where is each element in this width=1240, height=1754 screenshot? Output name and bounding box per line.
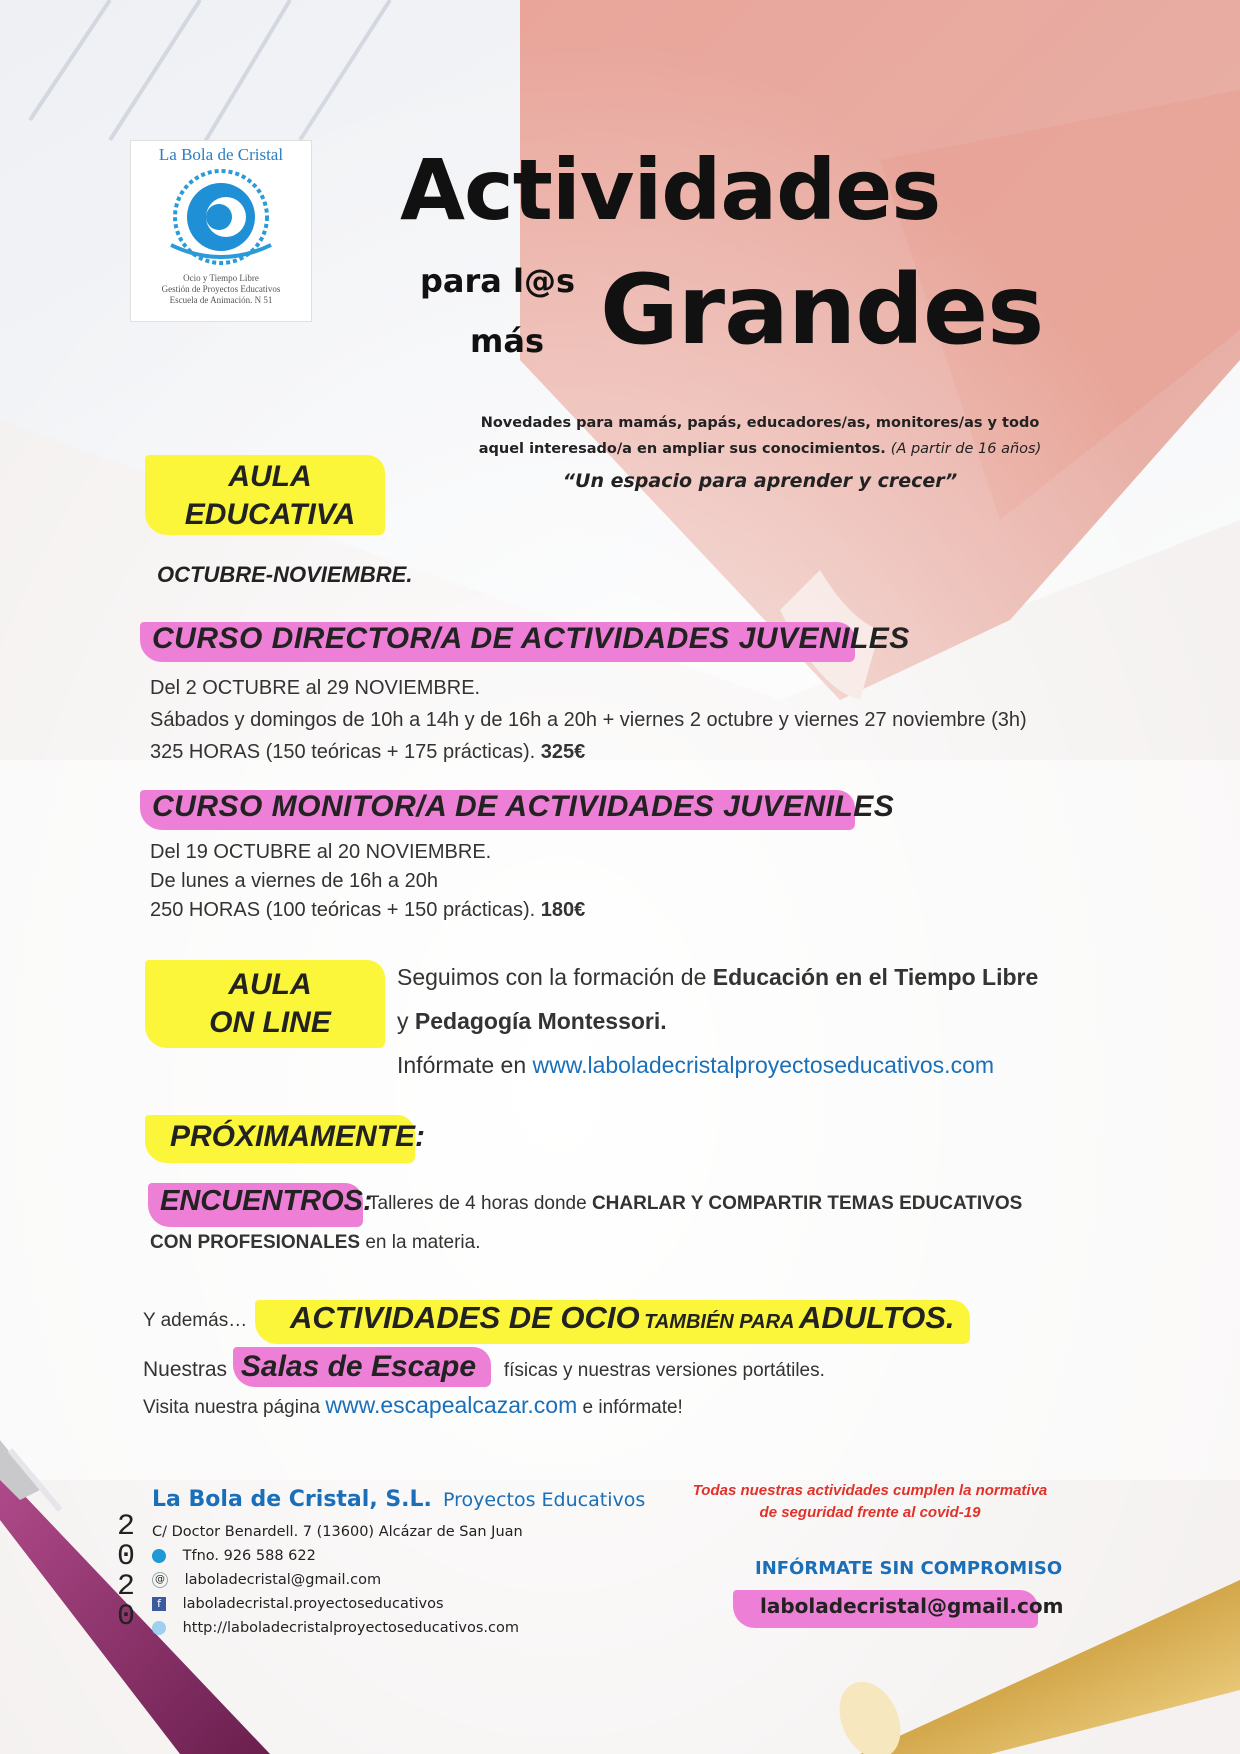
encuentros-text-line2	[150, 1232, 480, 1254]
aula-online-line-c	[397, 1043, 1038, 1087]
aula-online-text-2b: Pedagogía Montessori.	[414, 1008, 667, 1034]
footer-web-row	[152, 1616, 523, 1640]
course-monitor-title: CURSO MONITOR/A DE ACTIVIDADES JUVENILES	[152, 790, 895, 823]
encuentros-text	[368, 1193, 1068, 1215]
logo-line1: Ocio y Tiempo Libre	[183, 273, 259, 283]
crystal-ball-icon	[131, 165, 311, 269]
encuentros-text-b: CHARLAR Y COMPARTIR TEMAS EDUCATIVOS	[591, 1193, 1023, 1214]
encuentros-text-a: Talleres de 4 horas donde	[368, 1193, 587, 1214]
logo-line3: Escuela de Animación. N 51	[169, 295, 273, 305]
cta-label: INFÓRMATE SIN COMPROMISO	[755, 1558, 1063, 1579]
footer-year: 2020	[117, 1510, 136, 1634]
intro-line1: Novedades para mamás, papás, educadores/as, monitores/as y todo	[480, 415, 1040, 431]
aula-online-text-3a: Infórmate en	[397, 1052, 527, 1078]
aula-educativa-label	[150, 458, 390, 534]
period: OCTUBRE-NOVIEMBRE.	[157, 562, 413, 587]
covid-note	[670, 1480, 1070, 1524]
logo	[130, 140, 312, 322]
website-link[interactable]: www.laboladecristalproyectoseducativos.com	[532, 1052, 995, 1078]
footer-email[interactable]: laboladecristal@gmail.com	[184, 1572, 382, 1588]
subtitle-mas: más	[470, 322, 544, 360]
footer-phone: Tfno. 926 588 622	[182, 1548, 316, 1564]
encuentros-text-d: en la materia.	[365, 1232, 481, 1253]
ademas-text-c: ADULTOS	[798, 1300, 946, 1335]
facebook-icon: f	[152, 1597, 166, 1611]
course-director-dates: Del 2 OCTUBRE al 29 NOVIEMBRE.	[150, 677, 481, 699]
course-monitor-price: 180€	[540, 899, 586, 921]
aula-online-text-1b: Educación en el Tiempo Libre	[712, 964, 1039, 990]
visit-lead: Visita nuestra página	[143, 1397, 321, 1418]
page-title-2: Grandes	[600, 254, 1044, 366]
escape-tail: físicas y nuestras versiones portátiles.	[503, 1360, 825, 1381]
course-monitor-hours: 250 HORAS (100 teóricas + 150 prácticas).	[150, 899, 536, 921]
course-monitor-details	[150, 838, 585, 925]
course-monitor-schedule: De lunes a viernes de 16h a 20h	[150, 870, 438, 892]
aula-online-line-b	[397, 999, 1038, 1043]
page-title: Actividades	[400, 141, 941, 239]
footer-facebook[interactable]: laboladecristal.proyectoseducativos	[182, 1596, 444, 1612]
intro-line2	[440, 436, 1080, 462]
aula-online-label	[150, 966, 390, 1042]
ademas-text-b: TAMBIÉN PARA	[644, 1311, 795, 1333]
ademas-text-a: ACTIVIDADES DE OCIO	[290, 1300, 640, 1335]
phone-icon	[152, 1549, 166, 1563]
intro-quote: “Un espacio para aprender y crecer”	[562, 470, 958, 492]
logo-line2: Gestión de Proyectos Educativos	[161, 284, 281, 294]
covid-line2: de seguridad frente al covid-19	[759, 1504, 981, 1521]
ademas-lead: Y además…	[143, 1310, 248, 1331]
footer-address: C/ Doctor Benardell. 7 (13600) Alcázar de San Juan	[152, 1524, 523, 1540]
intro-age: (A partir de 16 años)	[890, 441, 1042, 457]
aula-online-line1: AULA	[228, 968, 312, 1001]
aula-educativa-line1: AULA	[228, 460, 312, 493]
course-director-hours: 325 HORAS (150 teóricas + 175 prácticas).	[150, 741, 536, 763]
course-director-schedule: Sábados y domingos de 10h a 14h y de 16h a 20h + viernes 2 octubre y viernes 27 noviembre (3h)	[150, 709, 1027, 731]
covid-line1: Todas nuestras actividades cumplen la normativa	[692, 1482, 1048, 1499]
course-director-details	[150, 672, 1027, 768]
aula-online-line-a	[397, 955, 1038, 999]
aula-online-text	[397, 955, 1038, 1087]
footer-web[interactable]: http://laboladecristalproyectoseducativos.com	[182, 1620, 519, 1636]
footer-contact	[152, 1520, 523, 1640]
escape-label: Salas de Escape	[240, 1350, 477, 1383]
cta-email[interactable]: laboladecristal@gmail.com	[760, 1594, 1064, 1618]
company-tag: Proyectos Educativos	[443, 1489, 646, 1511]
ademas-dot: .	[945, 1300, 955, 1335]
footer-facebook-row	[152, 1592, 523, 1616]
course-director-price: 325€	[540, 741, 586, 763]
footer-email-row	[152, 1568, 523, 1592]
escape-lead: Nuestras	[143, 1358, 228, 1381]
encuentros-label: ENCUENTROS:	[160, 1185, 373, 1217]
aula-online-line2: ON LINE	[209, 1006, 331, 1039]
visit-line	[143, 1392, 683, 1419]
ademas-highlight-text	[290, 1300, 955, 1336]
at-icon: @	[152, 1572, 168, 1588]
course-director-hours-line	[150, 736, 1027, 768]
proximamente-label: PRÓXIMAMENTE:	[170, 1120, 425, 1153]
course-monitor-dates: Del 19 OCTUBRE al 20 NOVIEMBRE.	[150, 841, 492, 863]
company-name: La Bola de Cristal, S.L.	[152, 1487, 432, 1512]
web-icon	[152, 1621, 166, 1635]
logo-name: La Bola de Cristal	[158, 145, 284, 164]
escape-line	[143, 1350, 825, 1384]
aula-educativa-line2: EDUCATIVA	[184, 498, 356, 531]
aula-online-text-2a: y	[397, 1008, 409, 1034]
intro-line2-text: aquel interesado/a en ampliar sus conocimientos.	[478, 441, 886, 457]
course-director-title: CURSO DIRECTOR/A DE ACTIVIDADES JUVENILES	[152, 622, 910, 655]
escape-website-link[interactable]: www.escapealcazar.com	[325, 1392, 578, 1418]
aula-online-text-1a: Seguimos con la formación de	[397, 964, 707, 990]
footer-phone-row	[152, 1544, 523, 1568]
footer-company	[152, 1487, 645, 1512]
encuentros-text-c: CON PROFESIONALES	[150, 1232, 361, 1253]
course-monitor-hours-line	[150, 896, 585, 925]
intro	[440, 410, 1080, 494]
subtitle-para: para l@s	[420, 262, 576, 300]
visit-tail: e infórmate!	[582, 1397, 683, 1418]
